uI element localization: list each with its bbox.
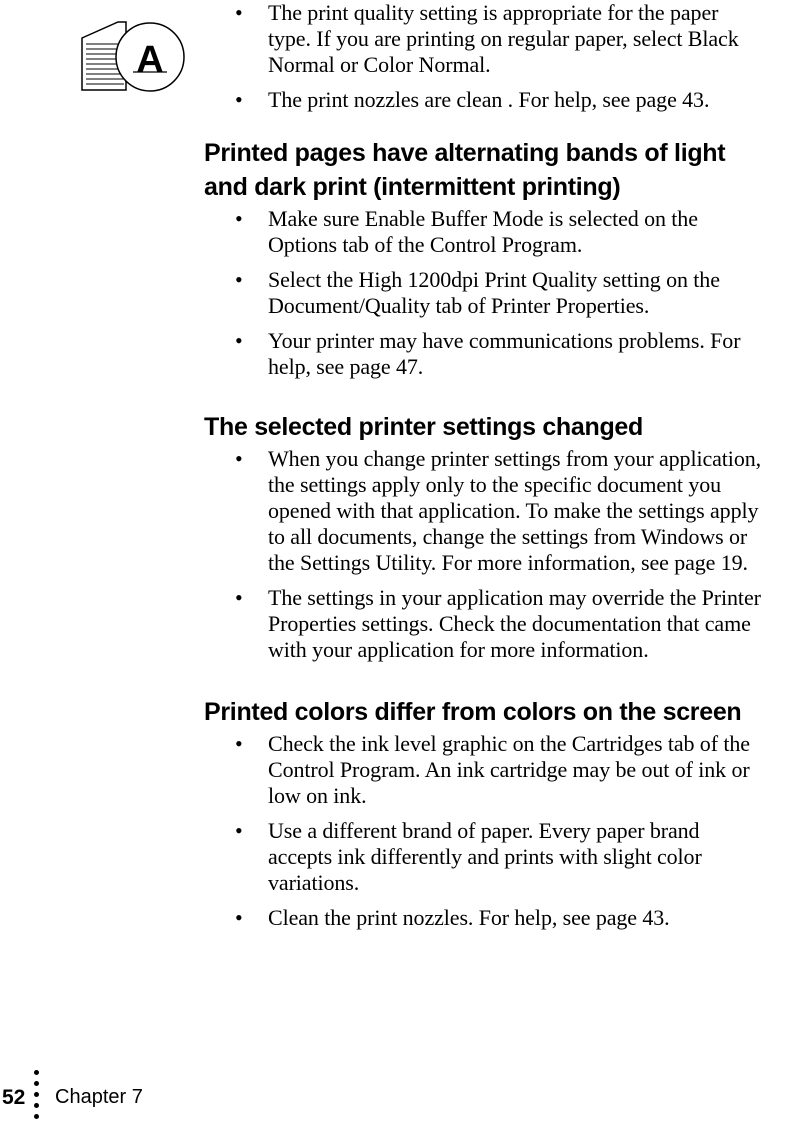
bullet-line: The print nozzles are clean . For help, see page 43.: [268, 87, 710, 112]
bullet-dot: •: [235, 446, 243, 471]
bullet-item: [204, 585, 761, 663]
bullet-dot: •: [235, 0, 243, 25]
heading-line: Printed pages have alternating bands of light: [204, 139, 726, 167]
bullet-item: [204, 818, 750, 896]
bullet-dot: •: [235, 731, 243, 756]
bullet-line: Normal or Color Normal.: [268, 52, 491, 77]
bullet-item: [204, 87, 799, 113]
bullet-line: Check the ink level graphic on the Cartridges tab of the: [268, 731, 750, 756]
page-number: 52: [2, 1086, 26, 1109]
bullet-line: with your application for more information.: [268, 637, 649, 662]
heading-line: and dark print (intermittent printing): [204, 173, 621, 201]
bullet-list: [204, 206, 740, 380]
bullet-line: Properties settings. Check the documentation that came: [268, 611, 751, 636]
bullet-dot: •: [235, 585, 243, 610]
bullet-dot: •: [235, 206, 243, 231]
bullet-item: [204, 0, 799, 78]
bullet-list: [204, 731, 750, 931]
footer-dots: [34, 1070, 39, 1125]
bullet-item: [204, 446, 761, 576]
bullet-item: [204, 328, 740, 380]
bullet-line: Clean the print nozzles. For help, see page 43.: [268, 905, 670, 930]
section: [204, 695, 750, 940]
print-quality-icon: [78, 20, 188, 94]
bullet-line: Control Program. An ink cartridge may be out of ink or: [268, 757, 750, 782]
top-bullet-list: [204, 0, 799, 113]
bullet-line: help, see page 47.: [268, 354, 424, 379]
bullet-dot: •: [235, 818, 243, 843]
bullet-line: Make sure Enable Buffer Mode is selected on the: [268, 206, 698, 231]
bullet-line: type. If you are printing on regular paper, select Black: [268, 26, 739, 51]
bullet-line: Document/Quality tab of Printer Properties.: [268, 293, 650, 318]
bullet-line: Select the High 1200dpi Print Quality setting on the: [268, 267, 720, 292]
section-heading: [204, 136, 740, 204]
section-heading: [204, 410, 761, 444]
bullet-item: [204, 267, 740, 319]
bullet-line: the settings apply only to the specific document you: [268, 472, 722, 497]
bullet-line: variations.: [268, 870, 360, 895]
bullet-item: [204, 206, 740, 258]
heading-line: The selected printer settings changed: [204, 413, 644, 441]
bullet-line: Options tab of the Control Program.: [268, 232, 583, 257]
heading-line: Printed colors differ from colors on the screen: [204, 698, 742, 726]
bullet-line: low on ink.: [268, 783, 367, 808]
section-heading: [204, 695, 750, 729]
bullet-line: The print quality setting is appropriate for the paper: [268, 0, 719, 25]
main-content: [204, 0, 799, 930]
bullet-item: [204, 731, 750, 809]
page-footer: [0, 1070, 200, 1124]
bullet-line: the Settings Utility. For more information, see page 19.: [268, 550, 748, 575]
bullet-item: [204, 905, 750, 931]
bullet-dot: •: [235, 267, 243, 292]
chapter-label: Chapter 7: [55, 1086, 143, 1108]
bullet-list: [204, 446, 761, 663]
bullet-line: opened with that application. To make the settings apply: [268, 498, 759, 523]
bullet-line: Use a different brand of paper. Every paper brand: [268, 818, 700, 843]
bullet-line: Your printer may have communications problems. For: [268, 328, 741, 353]
bullet-dot: •: [235, 328, 243, 353]
bullet-line: The settings in your application may override the Printer: [268, 585, 761, 610]
section: [204, 410, 761, 672]
bullet-line: When you change printer settings from your application,: [268, 446, 762, 471]
bullet-dot: •: [235, 905, 243, 930]
bullet-line: accepts ink differently and prints with slight color: [268, 844, 702, 869]
logo-letter: A: [136, 39, 164, 81]
bullet-line: to all documents, change the settings from Windows or: [268, 524, 748, 549]
bullet-dot: •: [235, 87, 243, 112]
section: [204, 136, 740, 389]
